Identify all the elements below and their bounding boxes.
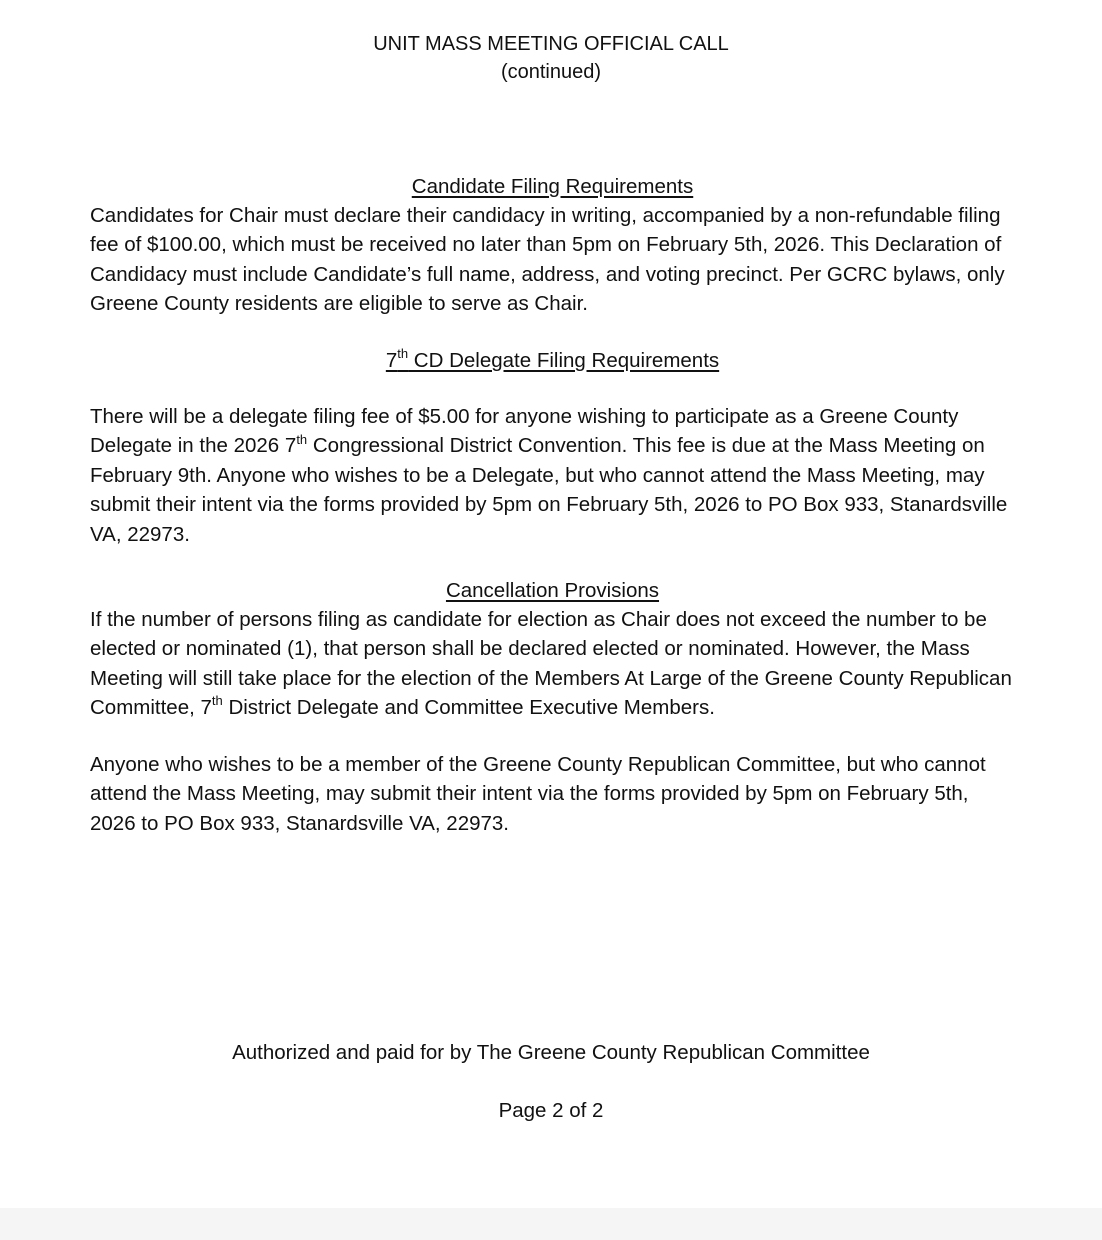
cancellation-body-sup: th — [211, 693, 223, 709]
cancellation-body-part2: District Delegate and Committee Executive Members. — [222, 696, 715, 720]
title-block — [0, 30, 1102, 86]
document-subtitle: (continued) — [500, 61, 602, 83]
cancellation-section — [90, 576, 1015, 723]
candidate-filing-body: Candidates for Chair must declare their candidacy in writing, accompanied by a non-refundable filing fee of $100.00, which must be received no later than 5pm on February 5th, 2026. This Declaration of Candidacy must include Candidate’s full name, address, and voting precinct. Per GCRC bylaws, only Greene County residents are eligible to serve as Chair. — [90, 204, 1005, 316]
delegate-body-sup: th — [296, 431, 308, 447]
cancellation-heading: Cancellation Provisions — [445, 579, 660, 602]
delegate-filing-body — [90, 402, 1015, 549]
delegate-heading-sup: th — [397, 346, 409, 362]
membership-section — [90, 750, 1015, 838]
page-bottom-edge — [0, 1208, 1102, 1240]
cancellation-body — [90, 605, 1015, 723]
page-number: Page 2 of 2 — [498, 1099, 604, 1122]
candidate-filing-section — [90, 172, 1015, 319]
authorization-line: Authorized and paid for by The Greene County Republican Committee — [232, 1041, 870, 1064]
delegate-body-part1: There will be a delegate filing fee of $5.00 for anyone wishing to participate as a Greene County Delegate in the 2026 7 — [90, 405, 959, 458]
membership-body: Anyone who wishes to be a member of the Greene County Republican Committee, but who cannot attend the Mass Meeting, may submit their intent via the forms provided by 5pm on February 5th, 2026 to PO Box 933, Stanardsville VA, 22973. — [90, 753, 986, 835]
document-title: UNIT MASS MEETING OFFICIAL CALL — [373, 33, 729, 55]
delegate-heading-rest: CD Delegate Filing Requirements — [408, 349, 720, 372]
delegate-heading-prefix: 7 — [385, 349, 398, 372]
cancellation-body-part1: If the number of persons filing as candidate for election as Chair does not exceed the number to be elected or nominated (1), that person shall be declared elected or nominated. However, the Mass Meeting will still take place for the election of the Members At Large of the Greene County Republican Committee, 7 — [90, 608, 1012, 720]
delegate-body-part2: Congressional District Convention. This fee is due at the Mass Meeting on February 9th. Anyone who wishes to be a Delegate, but who cannot attend the Mass Meeting, may submit their intent via the forms provided by 5pm on February 5th, 2026 to PO Box 933, Stanardsville VA, 22973. — [90, 434, 1008, 546]
delegate-filing-heading — [90, 346, 1015, 375]
candidate-filing-heading: Candidate Filing Requirements — [411, 175, 694, 198]
delegate-filing-section — [90, 346, 1015, 549]
